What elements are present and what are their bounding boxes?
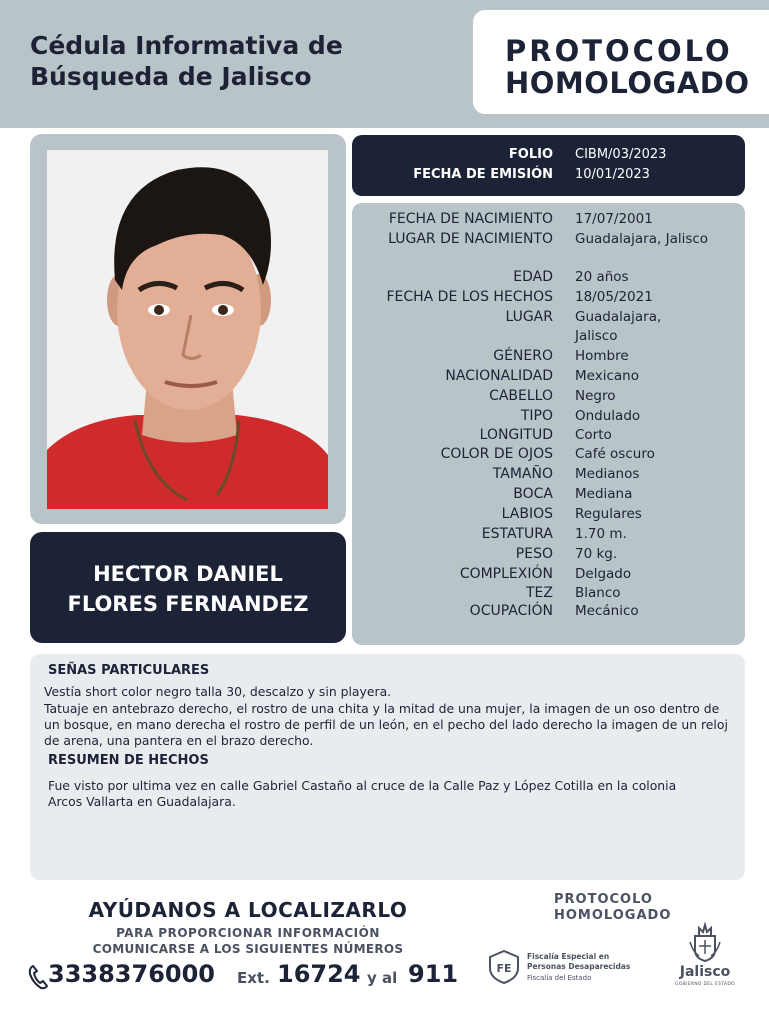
detail-value: Mediana — [575, 486, 633, 502]
detail-value: 20 años — [575, 269, 629, 285]
detail-label: LABIOS — [501, 506, 553, 522]
folio-label: FOLIO — [508, 147, 553, 162]
detail-label: BOCA — [513, 486, 553, 502]
footer-protocol-line-1: PROTOCOLO — [554, 892, 653, 907]
protocol-line-2: HOMOLOGADO — [505, 66, 750, 100]
details-panel — [352, 203, 745, 645]
description-panel — [30, 654, 745, 880]
protocol-badge — [473, 10, 769, 114]
emergency-number[interactable]: 911 — [408, 960, 459, 988]
detail-label: NACIONALIDAD — [445, 368, 553, 384]
folio-row — [352, 147, 745, 167]
fiscalia-name — [527, 952, 630, 972]
detail-value: Guadalajara, Jalisco — [575, 231, 709, 247]
detail-label: LONGITUD — [479, 427, 553, 443]
jalisco-subtitle: GOBIERNO DEL ESTADO — [675, 982, 735, 987]
detail-label: TIPO — [520, 408, 553, 424]
person-name-line-2: FLORES FERNANDEZ — [67, 592, 309, 616]
detail-label: FECHA DE LOS HECHOS — [386, 289, 553, 305]
title-line-2: Búsqueda de Jalisco — [30, 62, 312, 91]
detail-label: TEZ — [526, 585, 553, 601]
emission-date-value: 10/01/2023 — [575, 167, 650, 182]
document-title — [30, 30, 343, 92]
detail-label: COMPLEXIÓN — [459, 566, 553, 582]
phone-icon — [28, 964, 48, 990]
detail-value: Mexicano — [575, 368, 639, 384]
help-heading: AYÚDANOS A LOCALIZARLO — [88, 898, 408, 922]
detail-value: Corto — [575, 427, 612, 443]
senas-line-2: Tatuaje en antebrazo derecho, el rostro de una chita y la mitad de una mujer, la imagen de un oso dentro de un bosque, en mano derecha el rostro de perfil de un león, en el pecho del lado derecho la imagen de un reloj de arena, una pantera en el brazo derecho. — [44, 701, 728, 748]
senas-line-1: Vestía short color negro talla 30, descalzo y sin playera. — [44, 684, 392, 699]
protocol-line-1: PROTOCOLO — [505, 34, 733, 68]
person-name-line-1: HECTOR DANIEL — [93, 562, 283, 586]
detail-label: EDAD — [513, 269, 553, 285]
footer-protocol — [554, 892, 671, 924]
help-subheading-2: COMUNICARSE A LOS SIGUIENTES NÚMEROS — [92, 942, 404, 956]
detail-value: Hombre — [575, 348, 629, 364]
detail-label: FECHA DE NACIMIENTO — [388, 211, 553, 227]
detail-value: Regulares — [575, 506, 642, 522]
person-name-box — [30, 532, 346, 643]
fiscalia-logo — [487, 948, 647, 988]
fiscalia-line-2: Personas Desaparecidas — [527, 962, 631, 971]
jalisco-logo — [670, 922, 740, 992]
detail-label: ESTATURA — [481, 526, 553, 542]
footer-protocol-line-2: HOMOLOGADO — [554, 908, 672, 923]
fe-badge-icon — [487, 950, 521, 984]
detail-value: 17/07/2001 — [575, 211, 653, 227]
detail-value: 70 kg. — [575, 546, 618, 562]
detail-value: Café oscuro — [575, 446, 655, 462]
fiscalia-line-3: Fiscalía del Estado — [527, 974, 592, 982]
detail-label: COLOR DE OJOS — [440, 446, 553, 462]
jalisco-name: Jalisco — [679, 964, 731, 980]
person-photo — [47, 150, 328, 509]
title-line-1: Cédula Informativa de — [30, 31, 343, 60]
header-band — [0, 0, 769, 128]
fe-badge-text: FE — [496, 962, 512, 975]
folio-box — [352, 135, 745, 196]
detail-label: CABELLO — [489, 388, 553, 404]
detail-label: LUGAR — [505, 309, 553, 325]
resumen-text: Fue visto por ultima vez en calle Gabriel Castaño al cruce de la Calle Paz y López Cotilla en la colonia Arcos Vallarta en Guadalajara. — [48, 778, 677, 809]
extension-label: Ext. — [237, 969, 270, 987]
extension-number: 16724 — [277, 960, 361, 988]
detail-value: Blanco — [575, 585, 621, 601]
resumen-title: RESUMEN DE HECHOS — [48, 753, 209, 768]
detail-label: GÉNERO — [493, 348, 553, 364]
detail-value: Medianos — [575, 466, 640, 482]
detail-value: 18/05/2021 — [575, 289, 653, 305]
detail-value: Negro — [575, 388, 616, 404]
detail-label: PESO — [515, 546, 553, 562]
emission-date-row — [352, 167, 745, 187]
folio-value: CIBM/03/2023 — [575, 147, 667, 162]
detail-value: Jalisco — [575, 328, 618, 344]
senas-title: SEÑAS PARTICULARES — [48, 663, 210, 678]
detail-value: Mecánico — [575, 603, 639, 619]
detail-label: TAMAÑO — [492, 466, 553, 482]
help-subheading-1: PARA PROPORCIONAR INFORMACIÓN — [116, 926, 380, 940]
phone-number[interactable]: 3338376000 — [48, 960, 215, 988]
detail-value: Delgado — [575, 566, 632, 582]
detail-value: Ondulado — [575, 408, 641, 424]
emission-date-label: FECHA DE EMISIÓN — [413, 167, 553, 182]
jalisco-crest-icon — [687, 922, 723, 962]
detail-value: Guadalajara, — [575, 309, 662, 325]
fiscalia-line-1: Fiscalía Especial en — [527, 952, 610, 961]
detail-label: LUGAR DE NACIMIENTO — [388, 231, 553, 247]
and-to-label: y al — [367, 969, 398, 987]
detail-label: OCUPACIÓN — [469, 603, 553, 619]
detail-value: 1.70 m. — [575, 526, 627, 542]
